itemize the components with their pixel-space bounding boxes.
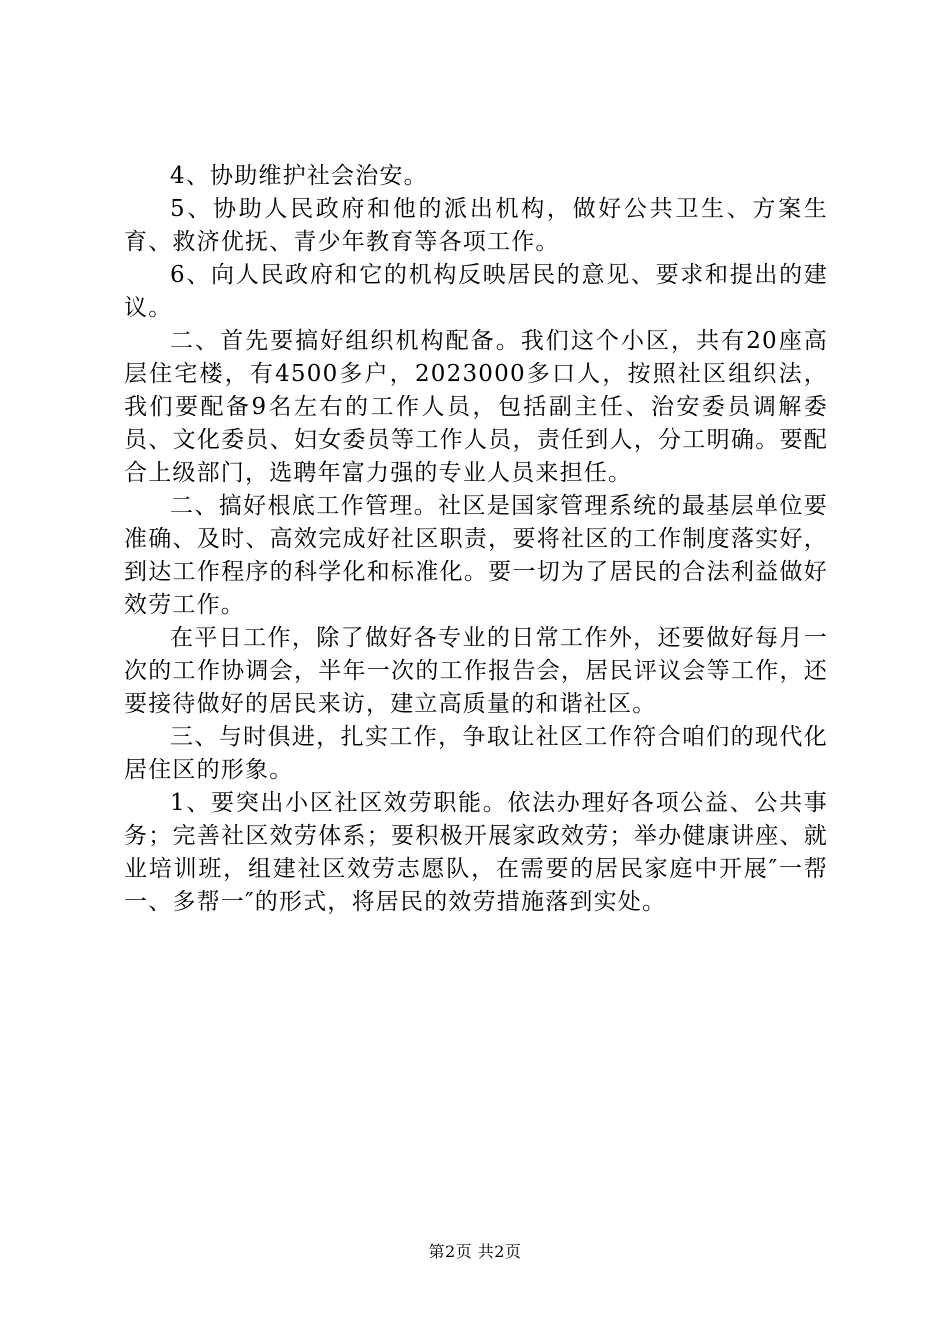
- paragraph-item-6: 6、向人民政府和它的机构反映居民的意见、要求和提出的建议。: [124, 262, 828, 321]
- paragraph-daily-work: 在平日工作，除了做好各专业的日常工作外，还要做好每月一次的工作协调会，半年一次的工作报告会，居民评议会等工作，还要接待做好的居民来访，建立高质量的和谐社区。: [124, 625, 828, 717]
- paragraph-item-5: 5、协助人民政府和他的派出机构，做好公共卫生、方案生育、救济优抚、青少年教育等各项工作。: [124, 196, 828, 255]
- document-body: [124, 160, 828, 919]
- page-footer: 第2页 共2页: [428, 1242, 522, 1261]
- paragraph-organization: 二、首先要搞好组织机构配备。我们这个小区，共有20座高层住宅楼，有4500多户，2023000多口人，按照社区组织法，我们要配备9名左右的工作人员，包括副主任、治安委员调解委员、文化委员、妇女委员等工作人员，责任到人，分工明确。要配合上级部门，选聘年富力强的专业人员来担任。: [124, 328, 828, 486]
- paragraph-service-function: 1、要突出小区社区效劳职能。依法办理好各项公益、公共事务；完善社区效劳体系；要积极开展家政效劳；举办健康讲座、就业培训班，组建社区效劳志愿队，在需要的居民家庭中开展″一帮一、多帮一″的形式，将居民的效劳措施落到实处。: [124, 790, 828, 915]
- paragraph-item-4: 4、协助维护社会治安。: [170, 163, 428, 189]
- paragraph-keep-pace: 三、与时俱进，扎实工作，争取让社区工作符合咱们的现代化居住区的形象。: [124, 724, 828, 783]
- paragraph-basic-management: 二、搞好根底工作管理。社区是国家管理系统的最基层单位要准确、及时、高效完成好社区职责，要将社区的工作制度落实好，到达工作程序的科学化和标准化。要一切为了居民的合法利益做好效劳工作。: [124, 493, 828, 618]
